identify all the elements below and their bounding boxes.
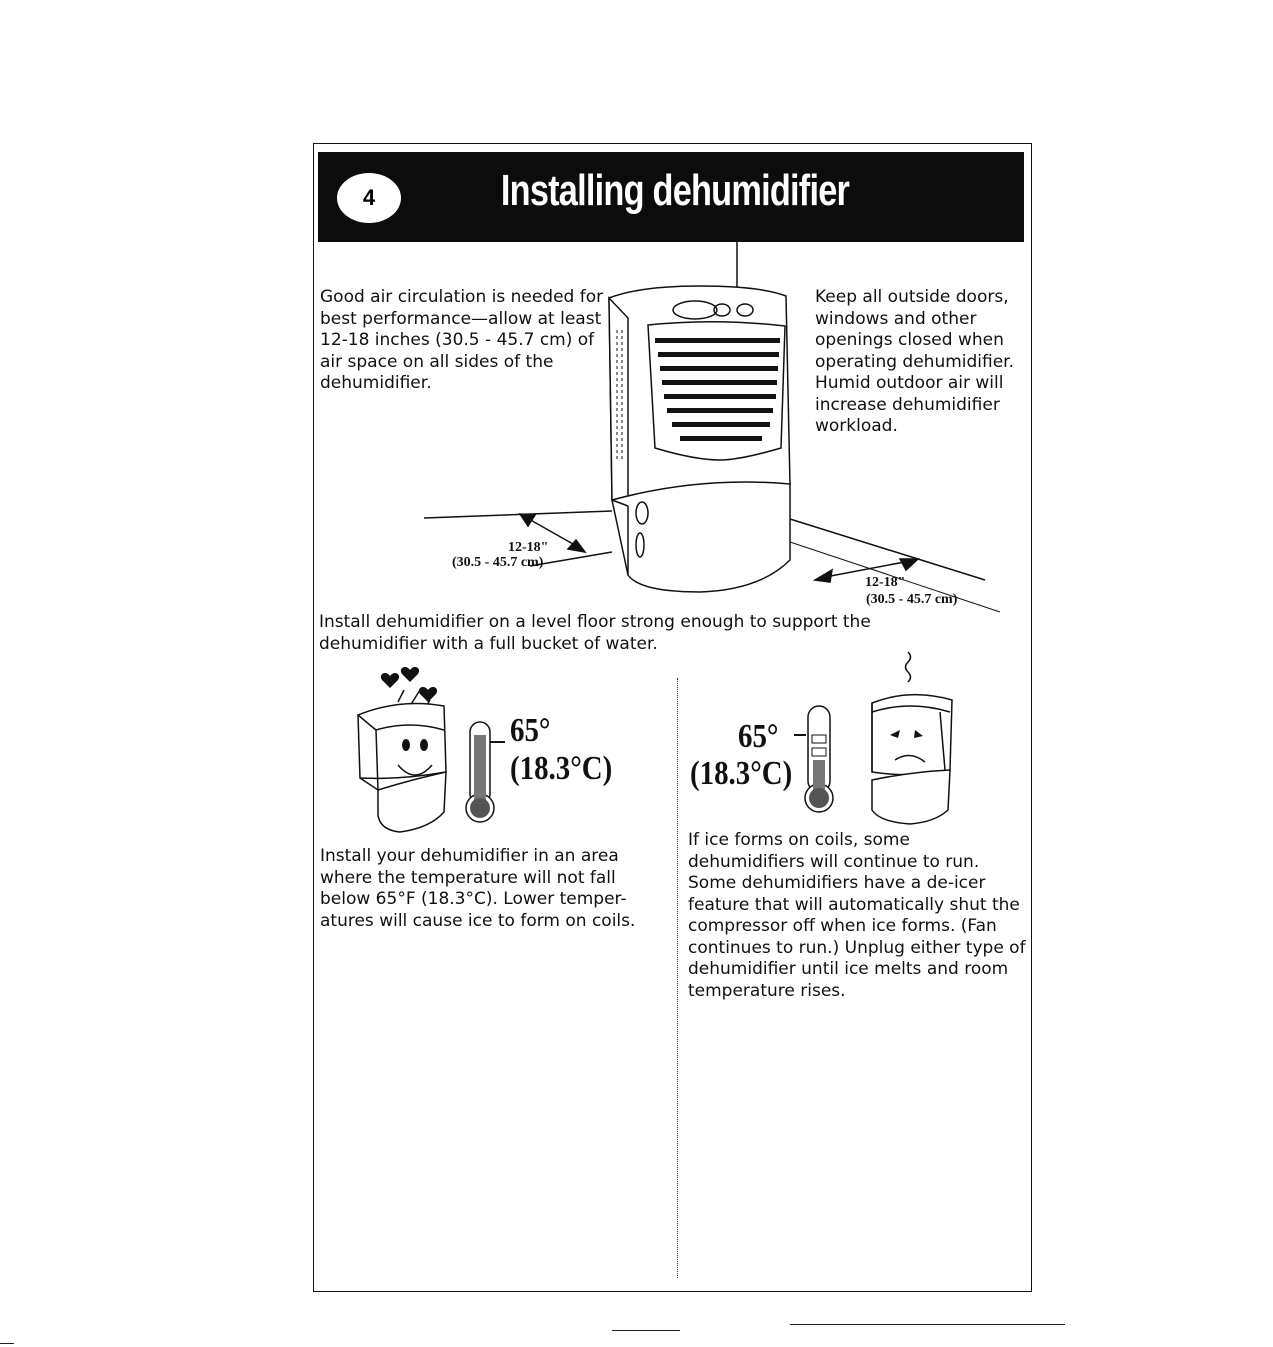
- level-floor-text: Install dehumidifier on a level floor strong enough to support the dehumidifier with a full bucket of water.: [319, 612, 871, 654]
- right-dimension-cm: (30.5 - 45.7 cm): [866, 592, 958, 607]
- air-circulation-text: Good air circulation is needed for best performance—allow at least 12-18 inches (30.5 - 45.7 cm) of air space on all sides of the dehumidifier.: [320, 287, 604, 393]
- ice-forms-text: If ice forms on coils, some dehumidifiers will continue to run. Some dehumidifiers have a de-icer feature that will automatically shut the compressor off when ice forms. (Fan continues to run.) Unplug either type of dehumidifier until ice melts and room temperature rises.: [688, 830, 1026, 1001]
- right-dimension-inches: 12-18": [865, 575, 906, 590]
- left-dimension-inches: 12-18": [508, 540, 549, 555]
- doors-closed-text: Keep all outside doors, windows and other openings closed when operating dehumidifier. Humid outdoor air will increase dehumidifier workload.: [815, 287, 1015, 436]
- page-title: Installing dehumidifier: [500, 166, 850, 215]
- bottom-rule-corner: [0, 1343, 14, 1344]
- bottom-rule-right: [790, 1324, 1065, 1325]
- bottom-rule-left: [612, 1330, 680, 1331]
- step-number-badge: 4: [337, 173, 401, 223]
- happy-temp-f: 65°: [510, 712, 551, 749]
- happy-temp-c: (18.3°C): [510, 750, 613, 787]
- sad-temp-c: (18.3°C): [690, 755, 793, 792]
- sad-temp-f: 65°: [738, 718, 779, 755]
- temperature-area-text: Install your dehumidifier in an area where the temperature will not fall below 65°F (18.3°C). Lower temper-atures will cause ice to form on coils.: [320, 846, 636, 931]
- left-dimension-cm: (30.5 - 45.7 cm): [452, 555, 544, 570]
